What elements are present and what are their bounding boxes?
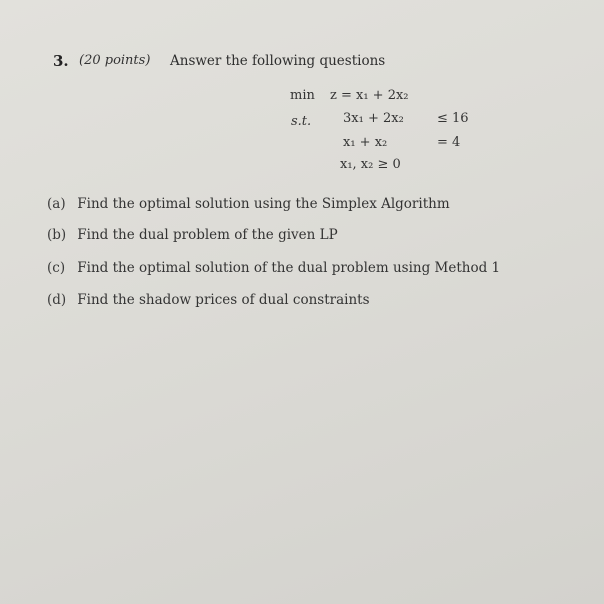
lp-constraint-1-rhs: ≤ 16 (437, 111, 469, 126)
lp-nonnegativity: x₁, x₂ ≥ 0 (340, 157, 401, 172)
lp-subject-to-label: s.t. (291, 114, 312, 129)
part-b-text: Find the dual problem of the given LP (77, 227, 338, 243)
lp-constraint-1-lhs: 3x₁ + 2x₂ (343, 111, 404, 126)
lp-min-label: min (290, 88, 315, 103)
part-d-label: (d) (47, 292, 67, 308)
part-c-text: Find the optimal solution of the dual problem using Method 1 (77, 260, 501, 276)
part-b-label: (b) (47, 227, 67, 243)
part-d (47, 292, 370, 308)
part-a-text: Find the optimal solution using the Simplex Algorithm (77, 196, 450, 212)
part-a-label: (a) (47, 196, 66, 212)
lp-constraint-2-rhs: = 4 (437, 135, 461, 150)
question-number: 3. (53, 52, 69, 70)
part-a (47, 196, 450, 212)
part-b (47, 227, 338, 243)
part-c-label: (c) (47, 260, 66, 276)
lp-constraint-2-lhs: x₁ + x₂ (343, 135, 388, 150)
question-points: (20 points) (79, 53, 151, 68)
question-prompt: Answer the following questions (170, 53, 386, 69)
part-c (47, 260, 500, 276)
part-d-text: Find the shadow prices of dual constraints (77, 292, 370, 308)
lp-objective: z = x₁ + 2x₂ (330, 88, 409, 103)
